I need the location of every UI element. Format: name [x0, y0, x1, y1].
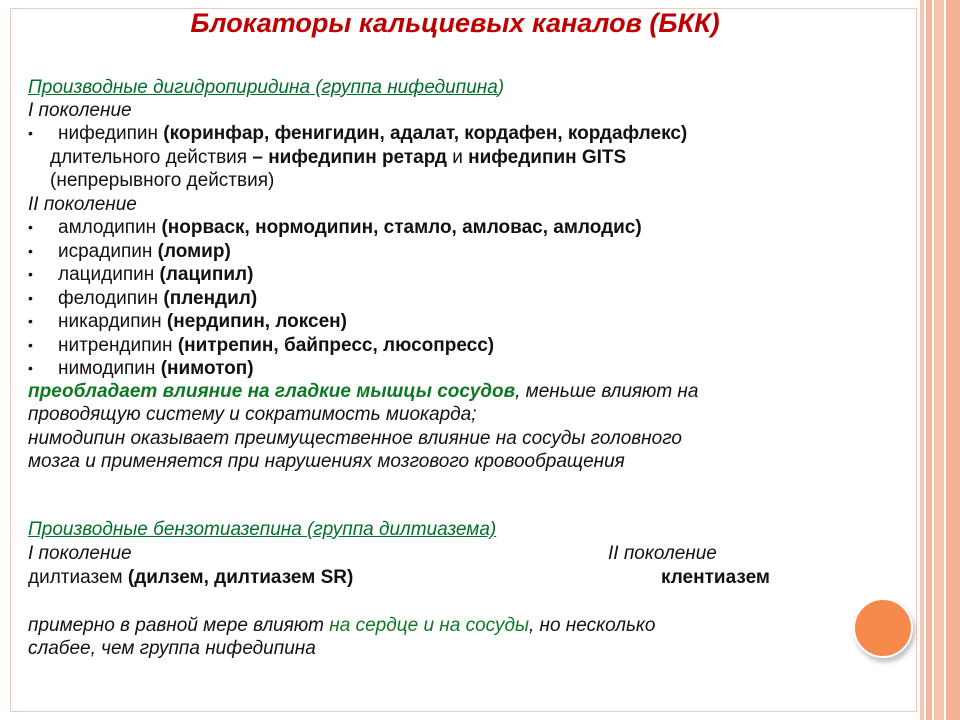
text: – нифедипин ретард — [252, 147, 447, 168]
list-item — [58, 263, 253, 286]
drug-brands: (дилзем, дилтиазем SR) — [127, 567, 354, 588]
effect-line — [28, 614, 655, 637]
effect-line — [28, 380, 698, 403]
list-item — [58, 287, 257, 310]
drug-name: никардипин — [58, 311, 167, 332]
text: длительного действия — [50, 147, 253, 168]
drug-brands: (лаципил) — [159, 264, 254, 285]
generation-label: I поколение — [28, 100, 132, 121]
bullet-icon: • — [28, 243, 33, 259]
text: примерно в равной мере влияют — [28, 615, 330, 636]
decor-stripe — [920, 0, 924, 720]
list-item — [58, 357, 254, 380]
drug-name: лацидипин — [58, 264, 160, 285]
drug-name: дилтиазем — [28, 567, 128, 588]
drug-brands: (плендил) — [163, 288, 258, 309]
section-header-close: ) — [497, 77, 505, 98]
effect-line-2: слабее, чем группа нифедипина — [28, 638, 316, 659]
drug-brands: (коринфар, фенигидин, адалат, кордафен, кордафлекс) — [163, 123, 688, 144]
drug-name: амлодипин — [58, 217, 162, 238]
drug-brands: (норваск, нормодипин, стамло, амловас, амлодис) — [161, 217, 642, 238]
slide-title: Блокаторы кальциевых каналов (БКК) — [190, 8, 720, 38]
drug-name: нифедипин — [58, 123, 164, 144]
drug-name: фелодипин — [58, 288, 164, 309]
drug-name: исрадипин — [58, 241, 158, 262]
list-item — [58, 240, 231, 263]
drug-brands: (нердипин, локсен) — [166, 311, 347, 332]
section-header-text: Производные бензотиазепина (группа дилтиазема) — [28, 519, 497, 540]
text: , меньше влияют на — [515, 381, 699, 402]
bullet-icon: • — [28, 313, 33, 329]
decor-stripe — [926, 0, 932, 720]
nimodipine-line-2: мозга и применяется при нарушениях мозгового кровообращения — [28, 451, 625, 472]
list-item — [28, 566, 353, 589]
effect-line-2: проводящую систему и сократимость миокарда; — [28, 404, 477, 425]
drug-brands: (нимотоп) — [160, 358, 254, 379]
generation-label: I поколение — [28, 543, 132, 564]
text: нифедипин GITS — [468, 147, 627, 168]
drug-name: клентиазем — [661, 567, 770, 588]
bullet-icon: • — [28, 219, 33, 235]
bullet-icon: • — [28, 125, 33, 141]
nimodipine-line: нимодипин оказывает преимущественное влияние на сосуды головного — [28, 428, 682, 449]
list-item — [58, 216, 642, 239]
bullet-icon: • — [28, 290, 33, 306]
continuous-line: (непрерывного действия) — [50, 170, 275, 191]
section-header — [28, 76, 504, 99]
decor-stripe — [934, 0, 944, 720]
effect-highlight: на сердце и на сосуды — [329, 615, 529, 636]
bullet-icon: • — [28, 266, 33, 282]
bullet-icon: • — [28, 360, 33, 376]
effect-highlight: преобладает влияние на гладкие мышцы сосудов — [28, 381, 516, 402]
section-header-text: Производные дигидропиридина (группа нифедипина — [28, 77, 498, 98]
drug-name: нимодипин — [58, 358, 161, 379]
decor-stripe — [946, 0, 960, 720]
bullet-icon: • — [28, 337, 33, 353]
list-item — [58, 122, 687, 145]
drug-brands: (ломир) — [157, 241, 231, 262]
section-header — [28, 518, 496, 541]
generation-label: II поколение — [28, 194, 137, 215]
drug-brands: (нитрепин, байпресс, люсопресс) — [177, 335, 495, 356]
generation-label: II поколение — [608, 543, 717, 564]
list-item — [58, 334, 494, 357]
drug-name: нитрендипин — [58, 335, 178, 356]
decor-circle — [853, 598, 913, 658]
long-acting-line — [50, 146, 626, 169]
text: и — [446, 147, 469, 168]
list-item — [58, 310, 347, 333]
text: , но несколько — [528, 615, 656, 636]
